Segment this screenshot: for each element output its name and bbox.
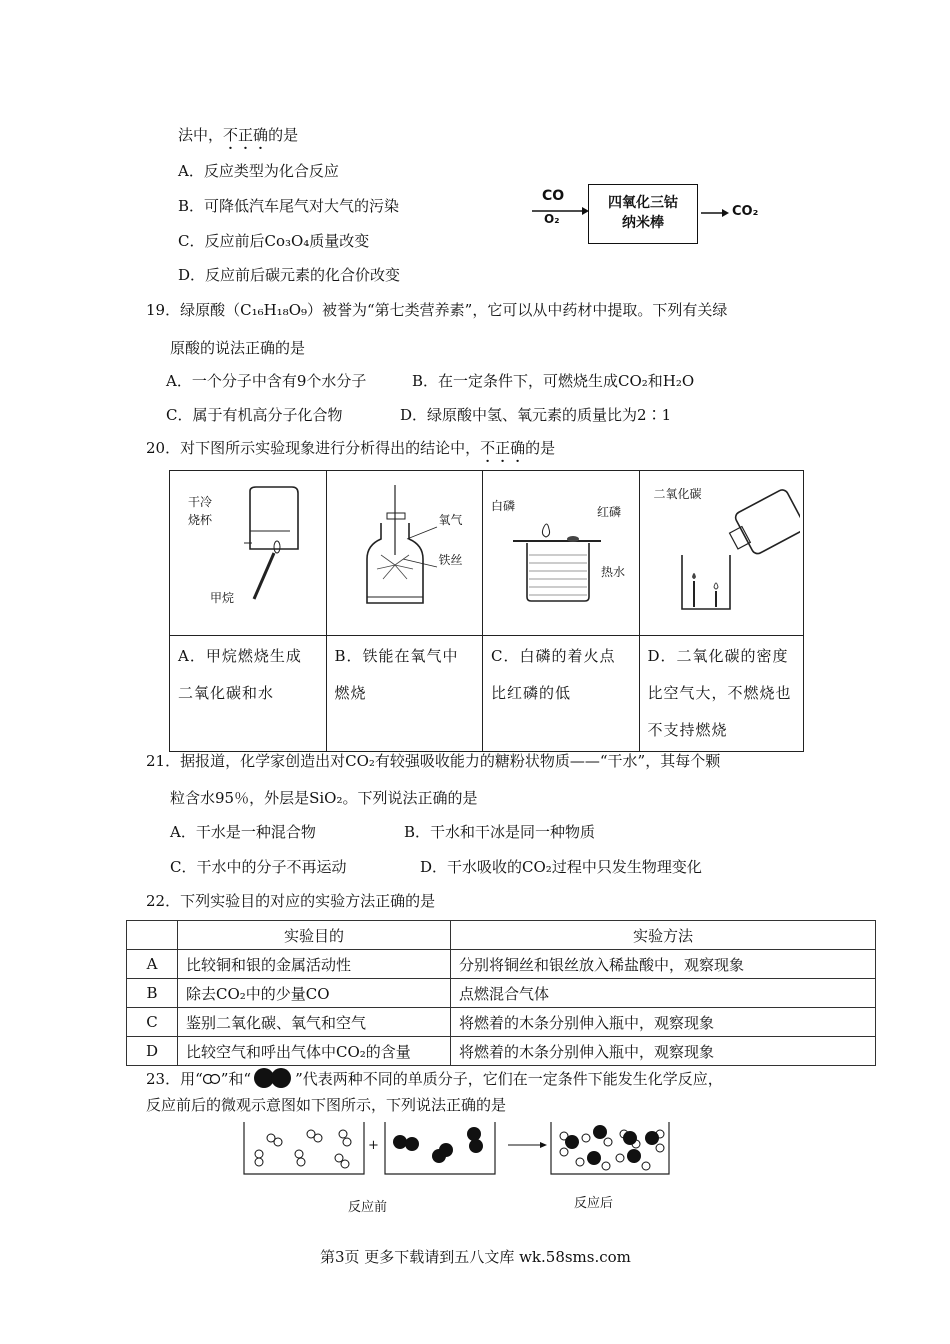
gas-jar-icon — [363, 485, 443, 615]
q18-option-c: C．反应前后Co₃O₄质量改变 — [178, 232, 370, 250]
fig-phosphorus — [483, 471, 640, 636]
q22-table — [126, 920, 876, 1066]
table-cell: 比较空气和呼出气体中CO₂的含量 — [178, 1037, 451, 1066]
q19-option-b: B．在一定条件下，可燃烧生成CO₂和H₂O — [412, 372, 695, 390]
fig-methane — [170, 471, 327, 636]
table-header-cell — [127, 921, 178, 950]
fig-iron-wire — [326, 471, 483, 636]
input-o2: O₂ — [544, 212, 560, 226]
table-header-cell: 实验目的 — [178, 921, 451, 950]
caption-b: B．铁能在氧气中燃烧 — [326, 636, 483, 752]
fig-co2 — [639, 471, 804, 636]
table-row — [127, 950, 876, 979]
arrow-in-icon — [530, 204, 590, 218]
q22-stem: 22．下列实验目的对应的实验方法正确的是 — [146, 892, 436, 910]
q18-option-a: A．反应类型为化合反应 — [178, 162, 339, 180]
table-cell: 将燃着的木条分别伸入瓶中，观察现象 — [451, 1008, 876, 1037]
caption-a: A．甲烷燃烧生成二氧化碳和水 — [170, 636, 327, 752]
output-co2: CO₂ — [732, 204, 759, 219]
q19-stem-line2: 原酸的说法正确的是 — [170, 339, 306, 357]
q19-option-c: C．属于有机高分子化合物 — [166, 406, 343, 424]
input-co: CO — [542, 188, 565, 204]
q19-stem-line1: 19．绿原酸（C₁₆H₁₈O₉）被誉为“第七类营养素”，它可以从中药材中提取。下列有关绿 — [146, 301, 728, 319]
label-dry-cold: 干冷 — [188, 495, 213, 509]
q19-option-d: D．绿原酸中氢、氧元素的质量比为2∶1 — [400, 406, 672, 424]
label-after: 反应后 — [574, 1196, 614, 1211]
table-cell: C — [127, 1008, 178, 1037]
q21-stem-line1: 21．据报道，化学家创造出对CO₂有较强吸收能力的糖粉状物质——“干水”，其每个颗 — [146, 752, 721, 770]
q21-option-c: C．干水中的分子不再运动 — [170, 858, 347, 876]
q19-option-a: A．一个分子中含有9个水分子 — [166, 372, 367, 390]
caption-d: D．二氧化碳的密度比空气大，不燃烧也不支持燃烧 — [639, 636, 804, 752]
q21-option-b: B．干水和干冰是同一种物质 — [404, 823, 596, 841]
q23-stem-line2: 反应前后的微观示意图如下图所示，下列说法正确的是 — [146, 1096, 507, 1114]
table-row — [127, 1037, 876, 1066]
table-cell: 鉴别二氧化碳、氧气和空气 — [178, 1008, 451, 1037]
table-header-cell: 实验方法 — [451, 921, 876, 950]
q21-option-a: A．干水是一种混合物 — [170, 823, 316, 841]
emphasis-dotted: 不正确 — [223, 126, 269, 144]
table-cell: 比较铜和银的金属活动性 — [178, 950, 451, 979]
page-footer: 第3页 更多下载请到五八文库 wk.58sms.com — [320, 1248, 631, 1266]
q21-stem-line2: 粒含水95％，外层是SiO₂。下列说法正确的是 — [170, 789, 478, 807]
q18-stem-end: 法中，不正确的是 — [178, 126, 299, 144]
q23-after-box — [550, 1122, 670, 1176]
q20-figure-table — [169, 470, 804, 752]
table-row — [127, 979, 876, 1008]
catalyst-box: 四氧化三钴 纳米棒 — [588, 184, 698, 244]
q18-option-b: B．可降低汽车尾气对大气的污染 — [178, 197, 400, 215]
q18-reaction-diagram — [530, 184, 770, 248]
label-beaker: 烧杯 — [188, 513, 213, 527]
table-header-row — [127, 921, 876, 950]
q18-option-d: D．反应前后碳元素的化合价改变 — [178, 266, 401, 284]
arrow-out-icon — [700, 206, 730, 220]
label-before: 反应前 — [348, 1200, 388, 1215]
table-row — [127, 1008, 876, 1037]
plus-sign: + — [368, 1138, 379, 1153]
q20-stem: 20．对下图所示实验现象进行分析得出的结论中，不正确的是 — [146, 439, 556, 457]
label-hot-water: 热水 — [601, 565, 626, 579]
table-cell: 将燃着的木条分别伸入瓶中，观察现象 — [451, 1037, 876, 1066]
label-white-phosphorus: 白磷 — [491, 499, 516, 513]
table-cell: 除去CO₂中的少量CO — [178, 979, 451, 1008]
label-methane: 甲烷 — [210, 591, 235, 605]
table-cell: D — [127, 1037, 178, 1066]
beaker-water-icon — [513, 515, 613, 605]
table-cell: B — [127, 979, 178, 1008]
caption-c: C．白磷的着火点比红磷的低 — [483, 636, 640, 752]
q23-before-black-box — [384, 1122, 496, 1176]
inverted-beaker-icon — [230, 483, 320, 603]
table-cell: A — [127, 950, 178, 979]
q23-stem-line1: 23．用“ ”和“ ”代表两种不同的单质分子，它们在一定条件下能发生化学反应， — [146, 1067, 723, 1089]
pouring-co2-icon — [670, 481, 800, 611]
label-co2: 二氧化碳 — [653, 487, 702, 501]
table-cell: 点燃混合气体 — [451, 979, 876, 1008]
emphasis-dotted: 不正确 — [480, 439, 526, 457]
label-red-phosphorus: 红磷 — [597, 505, 622, 519]
table-cell: 分别将铜丝和银丝放入稀盐酸中，观察现象 — [451, 950, 876, 979]
white-molecule-icon — [203, 1073, 221, 1085]
q23-before-white-box — [243, 1122, 365, 1176]
black-molecule-icon — [251, 1067, 295, 1089]
reaction-arrow-icon — [508, 1140, 548, 1150]
q21-option-d: D．干水吸收的CO₂过程中只发生物理变化 — [420, 858, 702, 876]
label-oxygen: 氧气 — [438, 513, 463, 527]
label-iron-wire: 铁丝 — [438, 553, 463, 567]
